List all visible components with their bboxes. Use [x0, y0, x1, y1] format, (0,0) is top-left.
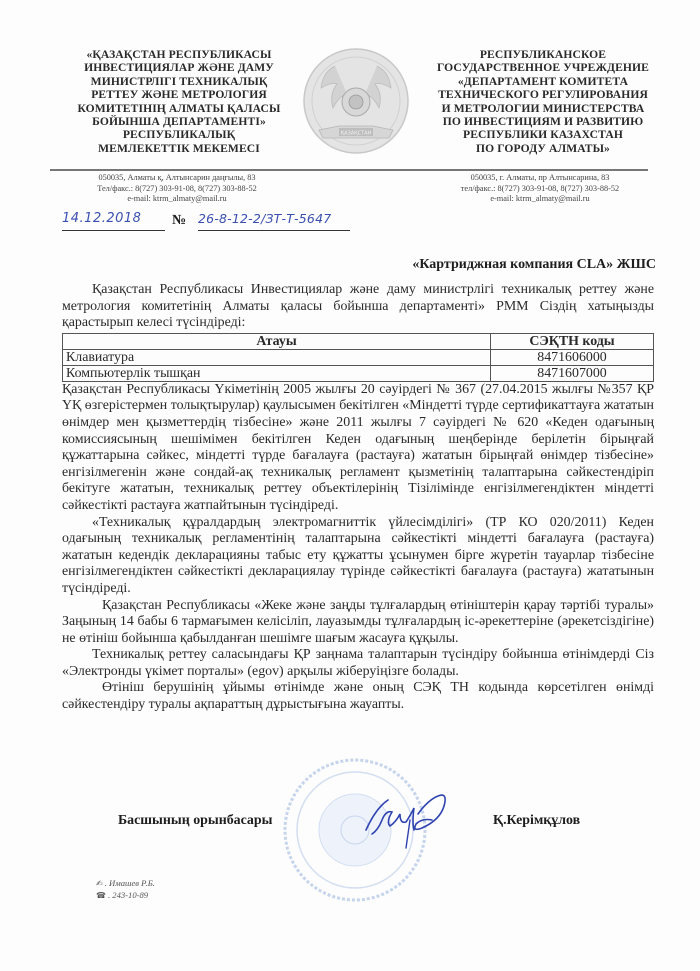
table-header-row — [63, 333, 654, 349]
header-divider — [50, 169, 648, 171]
header-russian-line: ПО ИНВЕСТИЦИЯМ И РАЗВИТИЮ — [442, 115, 644, 129]
addressee: «Картриджная компания CLA» ЖШС — [412, 257, 656, 272]
header-russian-line: ТЕХНИЧЕСКОГО РЕГУЛИРОВАНИЯ — [438, 88, 648, 102]
registration-number-label: № — [172, 213, 187, 228]
body-paragraph: «Техникалық құралдардың электромагниттік үйлесімділігі» (ТР КО 020/2011) Кеден одағының техникалық регламентінің талаптарына сәйкестікті міндетті бағалауға (растауға) жататын кедендік декларацияны табыс ету құжатты ұсынумен бірге жүретін тауарлар тізбесіне енгізілмегендіктен сәйкестікті декларациялау түрінде сәйкестікті бағалауға (растауға) жататынын түсіндіреді. — [62, 514, 654, 596]
pen-icon: ✍ — [96, 879, 103, 888]
header-kazakh-line: РЕСПУБЛИКАЛЫҚ — [122, 128, 236, 142]
registration-date: 14.12.2018 — [62, 211, 165, 231]
kazakhstan-state-emblem-icon — [295, 44, 417, 159]
product-code: 8471606000 — [491, 349, 654, 365]
header-russian-line: И МЕТРОЛОГИИ МИНИСТЕРСТВА — [441, 101, 645, 115]
phone-line: тел/факс.: 8(727) 303-91-08, 8(727) 303-88-52 — [460, 183, 620, 193]
column-header-name: Атауы — [63, 333, 491, 349]
executor-info — [96, 878, 155, 901]
emblem-ribbon-text: ҚАЗАҚСТАН — [340, 130, 372, 137]
header-russian-line: «ДЕПАРТАМЕНТ КОМИТЕТА — [457, 74, 629, 88]
header-russian — [426, 48, 660, 155]
body-paragraph: Өтініш берушінің ұйымы өтінімде және оның СЭҚ ТН кодында көрсетілген өнімді сәйкестендіру туралы ақпараттың дұрыстығына жауапты. — [62, 680, 654, 713]
letter-body — [62, 282, 654, 714]
header-kazakh-line: МИНИСТРЛІГІ ТЕХНИКАЛЫҚ — [90, 74, 268, 88]
header-russian-line: РЕСПУБЛИКАНСКОЕ — [479, 48, 607, 61]
address-kazakh — [62, 173, 292, 205]
header-kazakh-line: БОЙЫНША ДЕПАРТАМЕНТІ» — [92, 115, 266, 129]
phone-line: Тел/факс.: 8(727) 303-91-08, 8(727) 303-88-52 — [97, 183, 257, 193]
column-header-code: СЭҚТН коды — [491, 333, 654, 349]
header-russian-line: ГОСУДАРСТВЕННОЕ УЧРЕЖДЕНИЕ — [436, 61, 649, 75]
product-code: 8471607000 — [491, 365, 654, 381]
email-line: e-mail: ktrm_almaty@mail.ru — [490, 194, 590, 204]
email-line: e-mail: ktrm_almaty@mail.ru — [127, 194, 227, 204]
header-kazakh-line: РЕТТЕУ ЖӘНЕ МЕТРОЛОГИЯ — [91, 88, 267, 102]
address-line: 050035, г. Алматы, пр Алтынсарина, 83 — [470, 173, 610, 182]
body-paragraph: Қазақстан Республикасы «Жеке және заңды тұлғалардың өтініштерін қарау тәртібі туралы» Заңының 14 бабы 6 тармағымен келісіліп, лауазымды тұлғалардың іс-әрекеттеріне (әрекетсіздігіне) не өтініш бойынша қабылданған шешімге шағым жасауға құқылы. — [62, 597, 654, 646]
header-russian-line: РЕСПУБЛИКИ КАЗАХСТАН — [463, 128, 623, 142]
signatory-title: Басшының орынбасары — [118, 813, 273, 828]
registration-number: 26-8-12-2/ЗТ-Т-5647 — [198, 211, 350, 231]
body-paragraph: Қазақстан Республикасы Үкіметінің 2005 жылғы 20 сәуірдегі № 367 (27.04.2015 жылғы №357 ҚР ҮҚ өзгерістермен толықтырулар) қаулысымен бекітілген «Міндетті түрде сертификаттауға жататын өнімдер мен қызметтердің тізбесіне» және 2011 жылғы 7 сәуірдегі № 620 «Кеден одағының комиссиясының шешімімен бекітілген Кеден одағының шеңберінде берілетін бірыңғай құжаттарына сәйкес, міндетті түрде бағалауға (растауға) жататын бірыңғай өнімдер тізбесіне» енгізілмегенін және сондай-ақ техникалық регламент қызметінің талаптарына сәйкестендіріп бекітуге жататын, техникалық реттеу объектілерінің Тізілімінде енгізілмегендіктен міндетті сәйкестікті растауға жатпайтынын түсіндіреді. — [62, 381, 654, 513]
header-kazakh-line: МЕМЛЕКЕТТІК МЕКЕМЕСІ — [98, 141, 260, 155]
header-kazakh-line: ИНВЕСТИЦИЯЛАР ЖӘНЕ ДАМУ — [84, 61, 274, 75]
header-kazakh-line: «ҚАЗАҚСТАН РЕСПУБЛИКАСЫ — [86, 48, 272, 61]
product-name: Компьютерлік тышқан — [63, 365, 491, 381]
handwritten-signature-icon — [360, 790, 460, 850]
header-russian-line: ПО ГОРОДУ АЛМАТЫ» — [476, 141, 610, 155]
address-russian — [420, 173, 660, 205]
phone-icon: ☎ — [96, 890, 106, 900]
address-line: 050035, Алматы қ, Алтынсарин даңғылы, 83 — [98, 173, 256, 182]
products-table — [62, 333, 654, 382]
executor-name: . Имашев Р.Б. — [104, 878, 155, 888]
executor-phone: . 243-10-89 — [107, 889, 149, 900]
header-kazakh-line: КОМИТЕТІНІҢ АЛМАТЫ ҚАЛАСЫ — [77, 101, 281, 115]
header-kazakh — [62, 48, 296, 155]
intro-paragraph: Қазақстан Республикасы Инвестициялар және даму министрлігі техникалық реттеу және метрология комитетінің Алматы қаласы бойынша департаменті» РММ Сіздің хатыңызды қарастырып келесі түсіндіреді: — [62, 282, 654, 331]
table-row — [63, 365, 654, 381]
table-row — [63, 349, 654, 365]
product-name: Клавиатура — [63, 349, 491, 365]
signatory-name: Қ.Керімқұлов — [493, 813, 581, 828]
body-paragraph: Техникалық реттеу саласындағы ҚР заңнама талаптарын түсіндіру бойынша өтінімдерді Сіз «Электронды үкімет порталы» (egov) арқылы жіберуіңізге болады. — [62, 647, 654, 679]
